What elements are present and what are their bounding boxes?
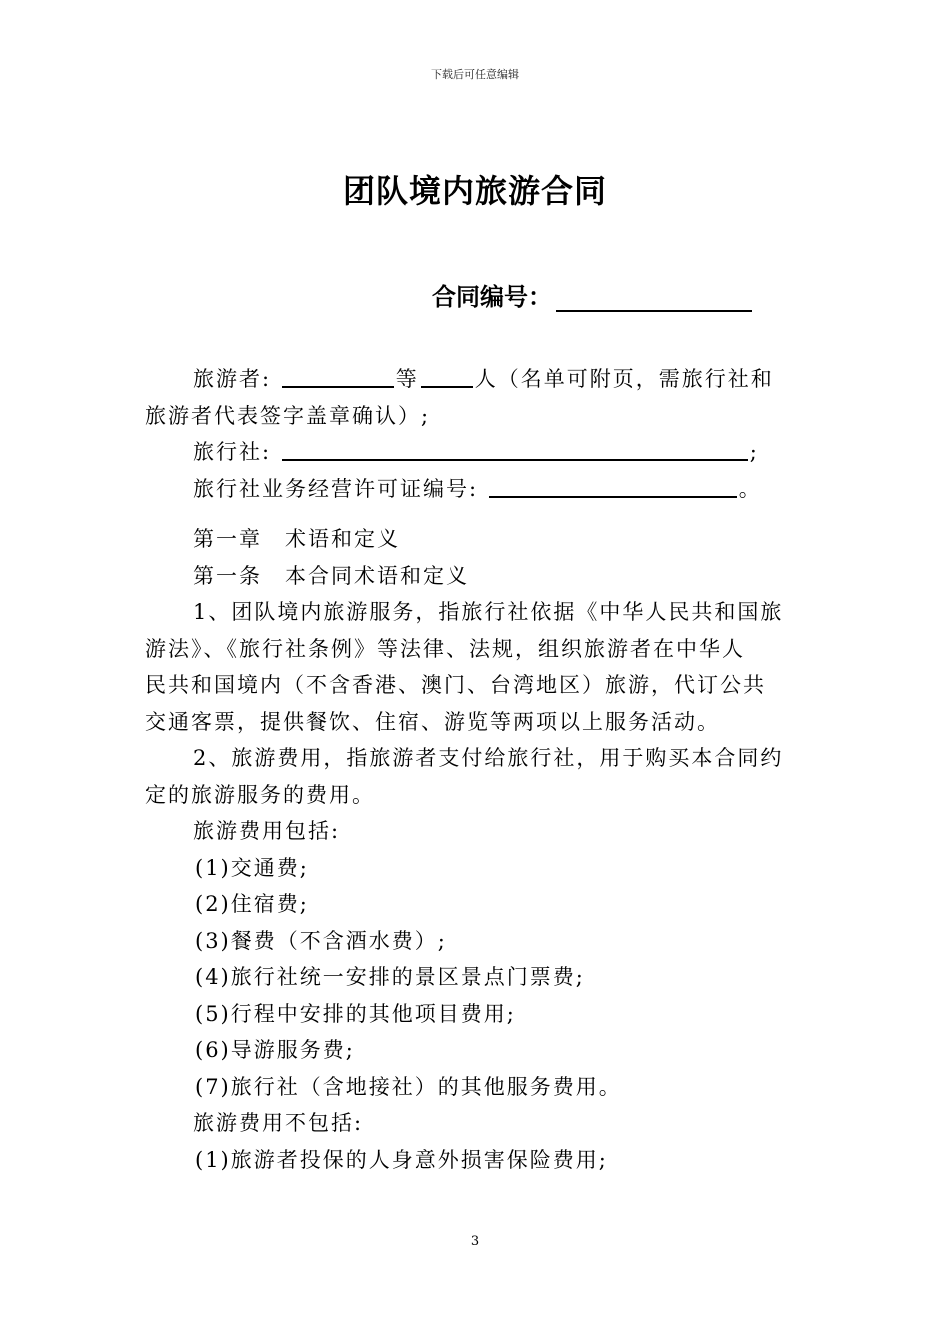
tourist-count-blank [421, 362, 473, 388]
license-label: 旅行社业务经营许可证编号: [193, 476, 479, 501]
tourist-name-blank [282, 362, 394, 388]
ren-text: 人（名单可附页，需旅行社和 [474, 367, 774, 391]
tourist-line [145, 361, 807, 398]
license-line [145, 471, 807, 508]
includes-item: (5)行程中安排的其他项目费用; [195, 1001, 516, 1026]
page-number: 3 [470, 1234, 480, 1249]
includes-label: 旅游费用包括: [193, 819, 341, 843]
paragraph1-line: 交通客票，提供餐饮、住宿、游览等两项以上服务活动。 [145, 709, 720, 734]
paragraph1-line: 民共和国境内（不含香港、澳门、台湾地区）旅游，代订公共 [145, 673, 766, 697]
includes-item: (1)交通费; [195, 855, 309, 880]
agency-blank [282, 435, 748, 461]
excludes-label: 旅游费用不包括: [193, 1111, 364, 1135]
contract-number-label: 合同编号： [432, 283, 552, 311]
agency-label: 旅行社: [193, 440, 272, 464]
agency-line [145, 434, 807, 471]
contract-number [432, 277, 752, 312]
tourist-label: 旅游者: [193, 367, 272, 391]
party-section [145, 361, 807, 507]
paragraph1-line: 游法》、《旅行社条例》等法律、法规，组织旅游者在中华人 [145, 636, 745, 661]
includes-item: (3)餐费（不含酒水费）; [195, 928, 447, 953]
paragraph2-line: 定的旅游服务的费用。 [145, 782, 375, 807]
document-title: 团队境内旅游合同 [342, 172, 607, 210]
confirm-line: 旅游者代表签字盖章确认）; [145, 403, 431, 428]
includes-item: (2)住宿费; [195, 892, 309, 916]
includes-item: (7)旅行社（含地接社）的其他服务费用。 [195, 1074, 622, 1099]
includes-item: (6)导游服务费; [195, 1038, 355, 1062]
header-note: 下载后可任意编辑 [431, 68, 519, 81]
paragraph1-line: 1、团队境内旅游服务，指旅行社依据《中华人民共和国旅 [193, 600, 784, 624]
license-end: 。 [738, 476, 762, 501]
agency-end: ; [749, 440, 759, 464]
license-blank [489, 472, 737, 498]
chapter-heading: 第一章 术语和定义 [193, 527, 400, 551]
article-heading: 第一条 本合同术语和定义 [193, 563, 469, 588]
excludes-item: (1)旅游者投保的人身意外损害保险费用; [195, 1147, 608, 1172]
contract-number-blank [556, 284, 752, 312]
includes-item: (4)旅行社统一安排的景区景点门票费; [195, 965, 585, 989]
deng-text: 等 [395, 367, 419, 391]
paragraph2-line: 2、旅游费用，指旅游者支付给旅行社，用于购买本合同约 [193, 746, 784, 770]
clause-section [145, 521, 807, 1178]
